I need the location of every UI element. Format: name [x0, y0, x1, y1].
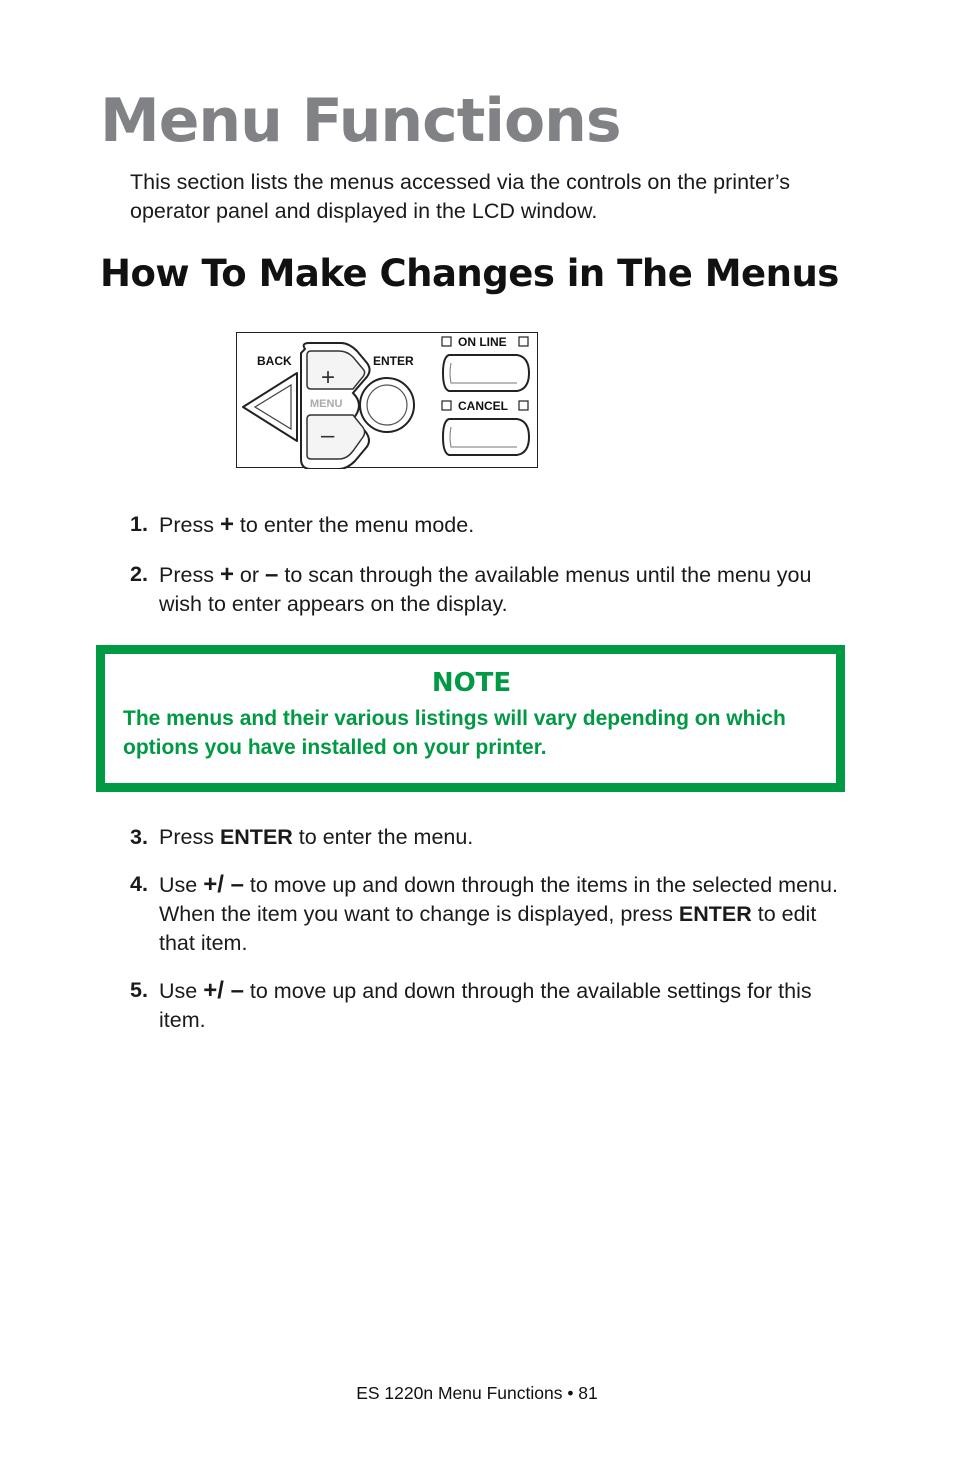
step-number: 3.	[130, 825, 148, 849]
note-box	[96, 645, 845, 792]
steps-list-second	[130, 823, 850, 1035]
plus-minus-key: +/ –	[203, 871, 244, 898]
steps-list-first	[130, 510, 850, 619]
step-3: 3. Press ENTER to enter the menu.	[130, 823, 850, 852]
step-number: 2.	[130, 562, 148, 586]
operator-panel-diagram	[236, 332, 538, 468]
online-indicator-right	[519, 337, 528, 346]
cancel-label: CANCEL	[458, 399, 508, 413]
online-indicator-left	[442, 337, 451, 346]
plus-minus-key: +/ –	[203, 977, 244, 1004]
cancel-button	[443, 419, 529, 455]
intro-paragraph: This section lists the menus accessed via the controls on the printer’s operator panel and displayed in the LCD window.	[130, 170, 791, 223]
enter-key: ENTER	[678, 902, 752, 926]
note-heading: NOTE	[431, 668, 512, 698]
step-number: 1.	[130, 512, 148, 536]
enter-key: ENTER	[219, 825, 293, 849]
back-label: BACK	[257, 354, 292, 368]
step-number: 5.	[130, 978, 148, 1002]
step-5: 5. Use +/ – to move up and down through the available settings for this item.	[130, 977, 812, 1032]
step-1: 1. Press + to enter the menu mode.	[130, 511, 475, 538]
page-title: Menu Functions	[100, 86, 621, 156]
cancel-indicator-left	[442, 401, 451, 410]
enter-label: ENTER	[373, 354, 414, 368]
step-number: 4.	[130, 872, 148, 896]
enter-button	[360, 378, 414, 432]
plus-key: +	[219, 561, 234, 588]
online-button	[443, 355, 529, 391]
step-2: 2. Press + or – to scan through the available menus until the menu you wish to enter appears on the display.	[130, 561, 812, 616]
minus-key: –	[265, 561, 279, 588]
step-4: 4. Use +/ – to move up and down through the items in the selected menu. When the item you want to change is displayed, press ENTER to edit that item.	[130, 871, 838, 955]
online-label: ON LINE	[458, 335, 507, 349]
back-arrow-button	[243, 373, 297, 441]
plus-key: +	[219, 511, 234, 538]
section-heading: How To Make Changes in The Menus	[100, 252, 839, 295]
cancel-indicator-right	[519, 401, 528, 410]
note-body: The menus and their various listings will vary depending on which options you have installed on your printer.	[123, 707, 786, 759]
minus-symbol: –	[321, 422, 335, 449]
plus-symbol: +	[321, 364, 336, 391]
page-footer: ES 1220n Menu Functions • 81	[356, 1383, 598, 1403]
menu-label: MENU	[310, 398, 343, 410]
